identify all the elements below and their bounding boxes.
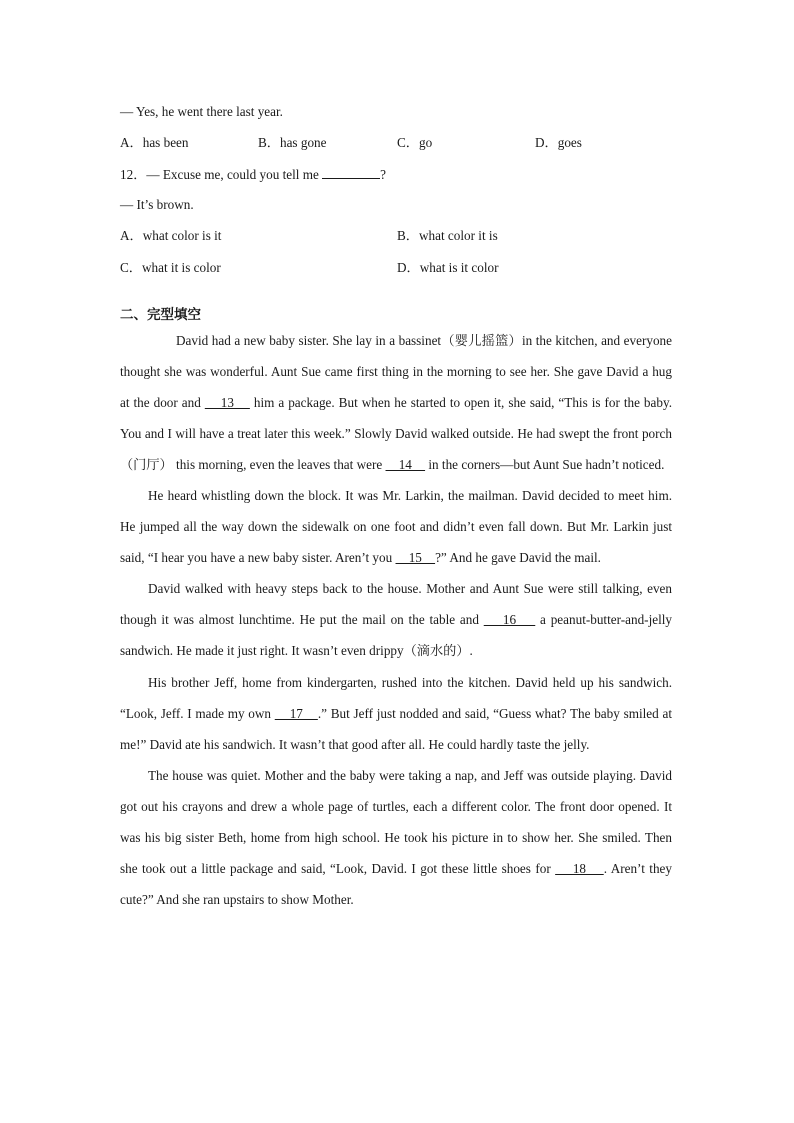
q11-option-d[interactable] (535, 135, 582, 151)
option-letter: B． (258, 135, 280, 150)
option-text: what it is color (141, 260, 221, 275)
cloze-passage (120, 325, 672, 915)
option-letter: C． (397, 135, 419, 150)
blank-17[interactable]: 17 (274, 705, 318, 721)
q12-question (120, 166, 386, 183)
option-text: what color it is (418, 228, 498, 243)
question-number: 12． (120, 167, 147, 182)
question-end: ? (380, 167, 387, 182)
section-heading: 二、完型填空 (120, 307, 201, 323)
answer-blank[interactable] (322, 166, 380, 179)
passage-paragraph-5: The house was quiet. Mother and the baby were taking a nap, and Jeff was outside playing. David got out his crayons and drew a whole page of turtles, each a different color. The front door opened. It was his big sister Beth, home from high school. He took his picture in to show her. She smiled. Then she took out a little package and said, “Look, David. I got these little shoes for 18 . Aren’t they cute?” And she ran upstairs to show Mother. (120, 767, 672, 907)
option-letter: A． (120, 228, 143, 243)
passage-paragraph-1: David had a new baby sister. She lay in a bassinet（婴儿摇篮）in the kitchen, and everyone thought she was wonderful. Aunt Sue came first thing in the morning to see her. She gave David a hug at the door and 13 him a package. But when he started to open it, she said, “This is for the baby. You and I will have a treat later this week.” Slowly David walked outside. He had swept the front porch（门厅） this morning, even the leaves that were 14 in the corners—but Aunt Sue hadn’t noticed. (120, 333, 673, 473)
q11-option-a[interactable] (120, 135, 189, 151)
blank-14[interactable]: 14 (385, 457, 426, 473)
q11-option-b[interactable] (258, 135, 327, 151)
q12-option-c[interactable] (120, 260, 221, 276)
option-text: go (418, 135, 433, 150)
q12-option-b[interactable] (397, 228, 498, 244)
option-letter: A． (120, 135, 143, 150)
option-text: what color is it (142, 228, 222, 243)
option-text: what is it color (419, 260, 499, 275)
option-letter: C． (120, 260, 142, 275)
option-letter: B． (397, 228, 419, 243)
q12-answer-line: — It’s brown. (120, 197, 194, 212)
blank-18[interactable]: 18 (555, 860, 604, 876)
option-letter: D． (535, 135, 558, 150)
passage-paragraph-2: He heard whistling down the block. It was Mr. Larkin, the mailman. David decided to meet him. He jumped all the way down the sidewalk on one foot and didn’t even fall down. But Mr. Larkin just said, “I hear you have a new baby sister. Aren’t you 15 ?” And he gave David the mail. (120, 488, 672, 566)
q12-option-a[interactable] (120, 228, 221, 244)
q11-option-c[interactable] (397, 135, 432, 151)
q11-answer-line: — Yes, he went there last year. (120, 104, 283, 119)
passage-paragraph-3: David walked with heavy steps back to the house. Mother and Aunt Sue were still talking, even though it was almost lunchtime. He put the mail on the table and 16 a peanut-butter-and-jelly sandwich. He made it just right. It wasn’t even drippy（滴水的）. (120, 581, 673, 659)
option-text: goes (557, 135, 582, 150)
option-text: has gone (279, 135, 327, 150)
blank-13[interactable]: 13 (204, 395, 250, 411)
blank-15[interactable]: 15 (395, 550, 436, 566)
option-letter: D． (397, 260, 420, 275)
passage-paragraph-4: His brother Jeff, home from kindergarten, rushed into the kitchen. David held up his sandwich. “Look, Jeff. I made my own 17 .” But Jeff just nodded and said, “Guess what? The baby smiled at me!” David ate his sandwich. It wasn’t that good after all. He could hardly taste the jelly. (120, 674, 673, 752)
option-text: has been (142, 135, 189, 150)
q12-option-d[interactable] (397, 260, 498, 276)
question-text: — Excuse me, could you tell me (146, 167, 319, 182)
blank-16[interactable]: 16 (483, 612, 536, 628)
